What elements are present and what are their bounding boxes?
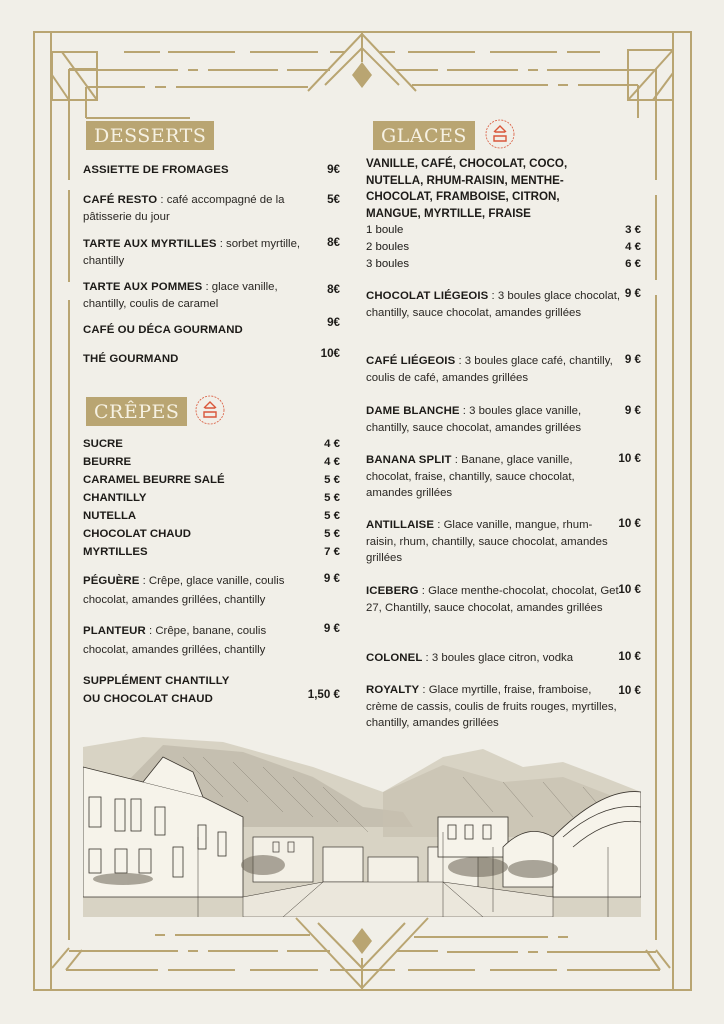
dessert-item: TARTE AUX POMMES : glace vanille, chantilly, coulis de caramel <box>83 281 278 310</box>
scoop-row: 2 boules 4 € <box>366 241 641 253</box>
sundae-item: ROYALTY : Glace myrtille, fraise, framboise, crème de cassis, coulis de fruits rouges, myrtilles, chantilly, amandes grillées <box>366 684 617 729</box>
dessert-item: CAFÉ RESTO : café accompagné de la pâtisserie du jour <box>83 194 285 223</box>
sundae-item: COLONEL : 3 boules glace citron, vodka <box>366 652 574 664</box>
crepe-special-price: 9 € <box>323 572 340 585</box>
sundae-item: DAME BLANCHE : 3 boules glace vanille, chantilly, sauce chocolat, amandes grillées <box>366 405 582 434</box>
town-sketch-illustration <box>83 737 641 917</box>
crepe-special-item: PÉGUÈRE : Crêpe, glace vanille, coulis chocolat, amandes grillées, chantilly <box>83 575 285 606</box>
supplement-price: 1,50 € <box>307 688 340 701</box>
dessert-price: 8€ <box>327 283 340 296</box>
sundae-item: ANTILLAISE : Glace vanille, mangue, rhum-raisin, rhum, chantilly, sauce chocolat, amandes grillées <box>366 519 608 564</box>
sundae-price: 10 € <box>618 517 641 530</box>
crepe-row: CHOCOLAT CHAUD 5 € <box>83 528 340 540</box>
desserts-title: DESSERTS <box>86 121 214 150</box>
scoop-row: 3 boules 6 € <box>366 258 641 270</box>
sundae-item: CAFÉ LIÉGEOIS : 3 boules glace café, chantilly, coulis de café, amandes grillées <box>366 355 613 384</box>
glaces-title: GLACES <box>373 121 475 150</box>
dessert-item: THÉ GOURMAND <box>83 353 179 365</box>
sundae-item: ICEBERG : Glace menthe-chocolat, chocolat, Get 27, Chantilly, sauce chocolat, amandes grillées <box>366 585 619 614</box>
crepe-special-item: PLANTEUR : Crêpe, banane, coulis chocolat, amandes grillées, chantilly <box>83 625 267 656</box>
supplement-item: SUPPLÉMENT CHANTILLY OU CHOCOLAT CHAUD <box>83 675 230 705</box>
dessert-price: 10€ <box>320 347 340 360</box>
sundae-item: BANANA SPLIT : Banane, glace vanille, chocolat, fraise, chantilly, sauce chocolat, amandes grillées <box>366 454 575 499</box>
fait-maison-badge-icon <box>192 392 228 428</box>
sundae-price: 9 € <box>624 287 641 300</box>
dessert-item: TARTE AUX MYRTILLES : sorbet myrtille, chantilly <box>83 238 301 267</box>
crepes-title: CRÊPES <box>86 397 187 426</box>
sundae-price: 10 € <box>618 583 641 596</box>
fait-maison-badge-icon <box>482 116 518 152</box>
crepe-row: SUCRE 4 € <box>83 438 340 450</box>
crepe-row: CHANTILLY 5 € <box>83 492 340 504</box>
crepe-row: CARAMEL BEURRE SALÉ 5 € <box>83 474 340 486</box>
crepe-row: NUTELLA 5 € <box>83 510 340 522</box>
dessert-price: 9€ <box>327 316 340 329</box>
ice-cream-flavors: VANILLE, CAFÉ, CHOCOLAT, COCO, NUTELLA, RHUM-RAISIN, MENTHE-CHOCOLAT, FRAMBOISE, CITRON, MANGUE, MYRTILLE, FRAISE <box>366 157 568 220</box>
crepe-row: MYRTILLES 7 € <box>83 546 340 558</box>
scoop-row: 1 boule 3 € <box>366 224 641 236</box>
dessert-item: ASSIETTE DE FROMAGES <box>83 164 229 176</box>
sundae-price: 10 € <box>618 650 641 663</box>
sundae-price: 10 € <box>618 452 641 465</box>
crepe-row: BEURRE 4 € <box>83 456 340 468</box>
dessert-price: 5€ <box>327 193 340 206</box>
dessert-price: 8€ <box>327 236 340 249</box>
crepe-special-price: 9 € <box>323 622 340 635</box>
sundae-price: 9 € <box>624 404 641 417</box>
sundae-price: 10 € <box>618 684 641 697</box>
sundae-item: CHOCOLAT LIÉGEOIS : 3 boules glace chocolat, chantilly, sauce chocolat, amandes grillées <box>366 290 621 319</box>
sundae-price: 9 € <box>624 353 641 366</box>
dessert-price: 9€ <box>327 163 340 176</box>
dessert-item: CAFÉ OU DÉCA GOURMAND <box>83 324 243 336</box>
